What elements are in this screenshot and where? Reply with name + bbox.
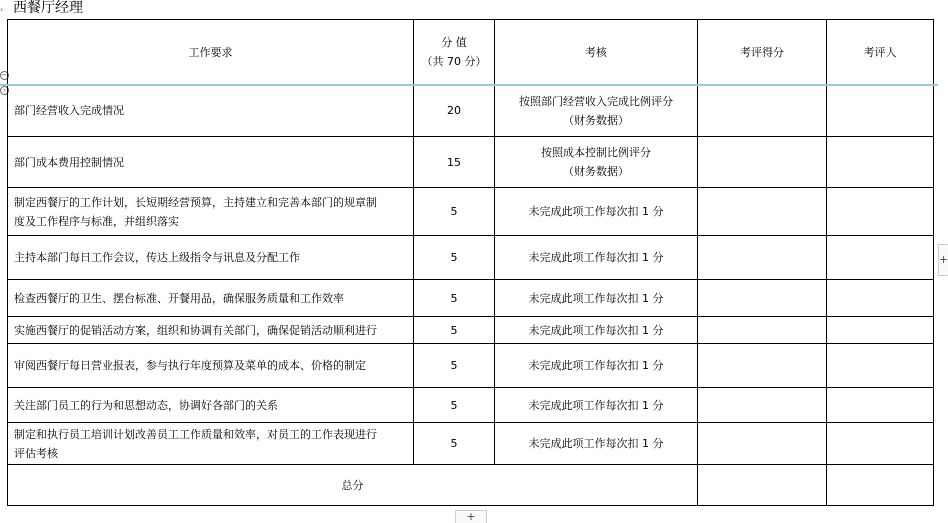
rating-cell[interactable] — [698, 85, 827, 137]
header-score — [414, 20, 495, 85]
rating-cell[interactable] — [698, 317, 827, 344]
header-requirement: 工作要求 — [8, 20, 414, 85]
score-cell[interactable]: 5 — [414, 388, 495, 423]
rating-cell[interactable] — [698, 280, 827, 317]
total-label[interactable]: 总分 — [8, 465, 698, 506]
requirement-cell[interactable]: 部门经营收入完成情况 — [8, 85, 414, 137]
evaluation-cell[interactable] — [495, 137, 698, 188]
evaluation-table — [7, 19, 934, 506]
table-row — [8, 188, 934, 236]
table-row — [8, 85, 934, 137]
evaluation-cell[interactable]: 未完成此项工作每次扣 1 分 — [495, 423, 698, 465]
rater-cell[interactable] — [827, 388, 934, 423]
rating-cell[interactable] — [698, 236, 827, 280]
header-evaluation: 考核 — [495, 20, 698, 85]
score-cell[interactable]: 5 — [414, 280, 495, 317]
paragraph-marker-icon: › — [0, 5, 4, 14]
requirement-cell[interactable]: 关注部门员工的行为和思想动态，协调好各部门的关系 — [8, 388, 414, 423]
table-row — [8, 388, 934, 423]
requirement-text: 评估考核 — [14, 446, 58, 460]
requirement-cell[interactable]: 检查西餐厅的卫生、摆台标准、开餐用品，确保服务质量和工作效率 — [8, 280, 414, 317]
evaluation-text: 按照成本控制比例评分 — [541, 146, 651, 159]
score-cell[interactable]: 20 — [414, 85, 495, 137]
score-cell[interactable]: 15 — [414, 137, 495, 188]
total-row — [8, 465, 934, 506]
header-rating: 考评得分 — [698, 20, 827, 85]
add-column-button[interactable]: + — [938, 244, 948, 276]
requirement-cell[interactable]: 部门成本费用控制情况 — [8, 137, 414, 188]
rater-cell[interactable] — [827, 423, 934, 465]
evaluation-cell[interactable] — [495, 85, 698, 137]
header-score-total: （共 70 分） — [421, 55, 487, 68]
rater-cell[interactable] — [827, 344, 934, 388]
requirement-cell[interactable] — [8, 423, 414, 465]
requirement-text: 制定和执行员工培训计划改善员工工作质量和效率，对员工的工作表现进行 — [14, 427, 377, 441]
header-score-label: 分 值 — [441, 36, 467, 49]
table-row — [8, 236, 934, 280]
requirement-text: 制定西餐厅的工作计划，长短期经营预算，主持建立和完善本部门的规章制 — [14, 195, 377, 209]
expand-icon[interactable]: › — [0, 86, 9, 95]
rating-cell[interactable] — [698, 188, 827, 236]
rating-cell[interactable] — [698, 344, 827, 388]
evaluation-note: （财务数据） — [563, 113, 629, 127]
score-cell[interactable]: 5 — [414, 317, 495, 344]
evaluation-cell[interactable]: 未完成此项工作每次扣 1 分 — [495, 344, 698, 388]
rater-cell[interactable] — [827, 188, 934, 236]
evaluation-cell[interactable]: 未完成此项工作每次扣 1 分 — [495, 188, 698, 236]
requirement-cell[interactable] — [8, 188, 414, 236]
header-rater: 考评人 — [827, 20, 934, 85]
evaluation-table-wrapper — [7, 19, 934, 506]
requirement-text: 度及工作程序与标准，并组织落实 — [14, 214, 179, 228]
rater-cell[interactable] — [827, 280, 934, 317]
score-cell[interactable]: 5 — [414, 344, 495, 388]
score-cell[interactable]: 5 — [414, 423, 495, 465]
add-row-button[interactable]: + — [455, 510, 487, 523]
rater-cell[interactable] — [827, 85, 934, 137]
rater-cell[interactable] — [827, 317, 934, 344]
score-cell[interactable]: 5 — [414, 236, 495, 280]
page-title: 西餐厅经理 — [13, 0, 83, 16]
requirement-cell[interactable]: 审阅西餐厅每日营业报表，参与执行年度预算及菜单的成本、价格的制定 — [8, 344, 414, 388]
evaluation-note: （财务数据） — [563, 165, 629, 178]
total-rating-cell[interactable] — [698, 465, 827, 506]
requirement-cell[interactable]: 主持本部门每日工作会议，传达上级指令与讯息及分配工作 — [8, 236, 414, 280]
evaluation-cell[interactable]: 未完成此项工作每次扣 1 分 — [495, 280, 698, 317]
rater-cell[interactable] — [827, 236, 934, 280]
evaluation-cell[interactable]: 未完成此项工作每次扣 1 分 — [495, 236, 698, 280]
total-rater-cell[interactable] — [827, 465, 934, 506]
collapse-icon[interactable]: − — [1, 71, 8, 79]
score-cell[interactable]: 5 — [414, 188, 495, 236]
table-row — [8, 423, 934, 465]
evaluation-text: 按照部门经营收入完成比例评分 — [519, 94, 673, 108]
evaluation-cell[interactable]: 未完成此项工作每次扣 1 分 — [495, 317, 698, 344]
table-header-row — [8, 20, 934, 85]
rating-cell[interactable] — [698, 137, 827, 188]
row-selection-guide — [0, 84, 938, 86]
rating-cell[interactable] — [698, 423, 827, 465]
rater-cell[interactable] — [827, 137, 934, 188]
table-row — [8, 317, 934, 344]
table-row — [8, 137, 934, 188]
rating-cell[interactable] — [698, 388, 827, 423]
table-row — [8, 280, 934, 317]
table-row — [8, 344, 934, 388]
requirement-cell[interactable]: 实施西餐厅的促销活动方案，组织和协调有关部门，确保促销活动顺利进行 — [8, 317, 414, 344]
evaluation-cell[interactable]: 未完成此项工作每次扣 1 分 — [495, 388, 698, 423]
